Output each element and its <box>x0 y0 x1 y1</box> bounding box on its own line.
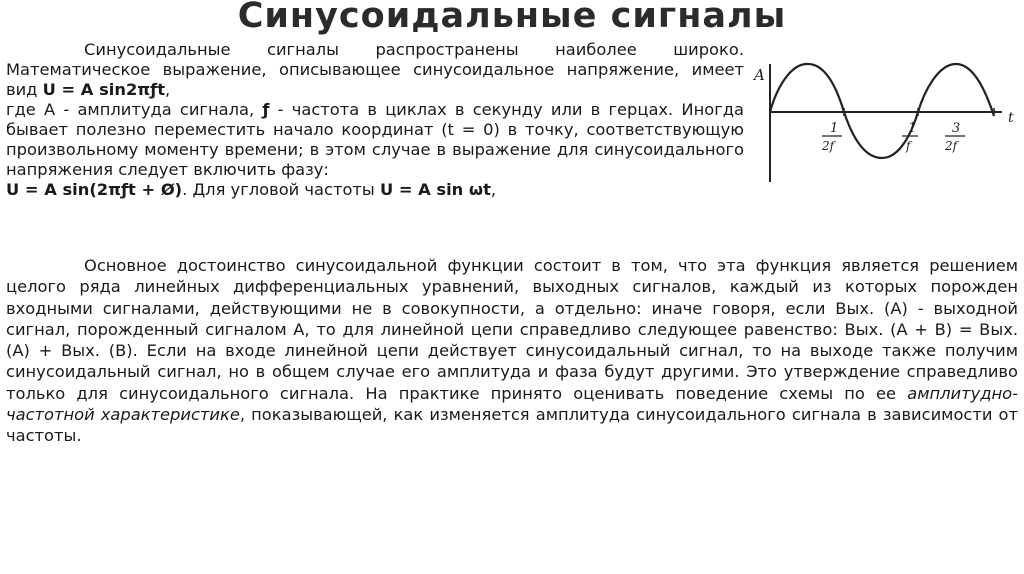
symbol-f: ƒ <box>262 100 270 119</box>
tick1-den: 2f <box>822 139 835 153</box>
x-axis-label: t <box>1008 110 1014 126</box>
tick3-den: 2f <box>945 139 958 153</box>
intro-text-1: Синусоидальные сигналы распространены наиболее широко. Математическое выражение, описывающее синусоидальное напряжение, имеет вид <box>6 40 744 99</box>
intro-text-2: где A - амплитуда сигнала, <box>6 100 263 119</box>
tick3-num: 3 <box>952 121 961 136</box>
tick1-num: 1 <box>830 121 839 136</box>
intro-punct-1: , <box>165 80 171 99</box>
paragraph-main <box>6 255 1018 447</box>
formula-angular: U = A sin ωt <box>379 180 491 199</box>
y-axis-label: A <box>754 66 765 84</box>
formula-sine: U = A sin2πƒt <box>42 80 166 99</box>
intro-text-4: . Для угловой частоты <box>182 180 380 199</box>
intro-punct-2: , <box>490 180 497 199</box>
page-title: Синусоидальные сигналы <box>237 0 787 36</box>
tick2-den: f <box>906 139 911 153</box>
main-text-2: , показывающей, как изменяется амплитуда синусоидального сигнала в зависимости от частоты. <box>6 405 1018 446</box>
main-text-1: Основное достоинство синусоидальной функции состоит в том, что эта функция является решением целого ряда линейных дифференциальных уравнений, выходных сигналов, каждый из которых порожден входными сигналами, действующими не в совокупности, а отдельно: иначе говоря, если Вых. (A) - выходной сигнал, порожденный сигналом A, то для линейной цепи справедливо следующее равенство: Вых. (A + B) = Вых. (A) + Вых. (B). Если на входе линейной цепи действует синусоидальный сигнал, то на выходе также получим синусоидальный сигнал, но в общем случае его амплитуда и фаза будут другими. Это утверждение справедливо только для синусоидального сигнала. На практике принято оценивать поведение схемы по ее <box>6 256 1018 403</box>
sine-wave-figure <box>752 40 1022 190</box>
intro-text-3: - частота в циклах в секунду или в герцах. Иногда бывает полезно переместить начало координат (t = 0) в точку, соответствующую произвольному моменту времени; в этом случае в выражение для синусоидального напряжения следует включить фазу: <box>6 100 745 179</box>
main-italic-term: амплитудно-частотной характеристике <box>6 383 1018 425</box>
sine-curve <box>770 64 994 158</box>
formula-phase: U = A sin(2πƒt + Ø) <box>6 180 183 199</box>
paragraph-intro <box>6 40 744 200</box>
tick2-num: 1 <box>908 121 917 136</box>
